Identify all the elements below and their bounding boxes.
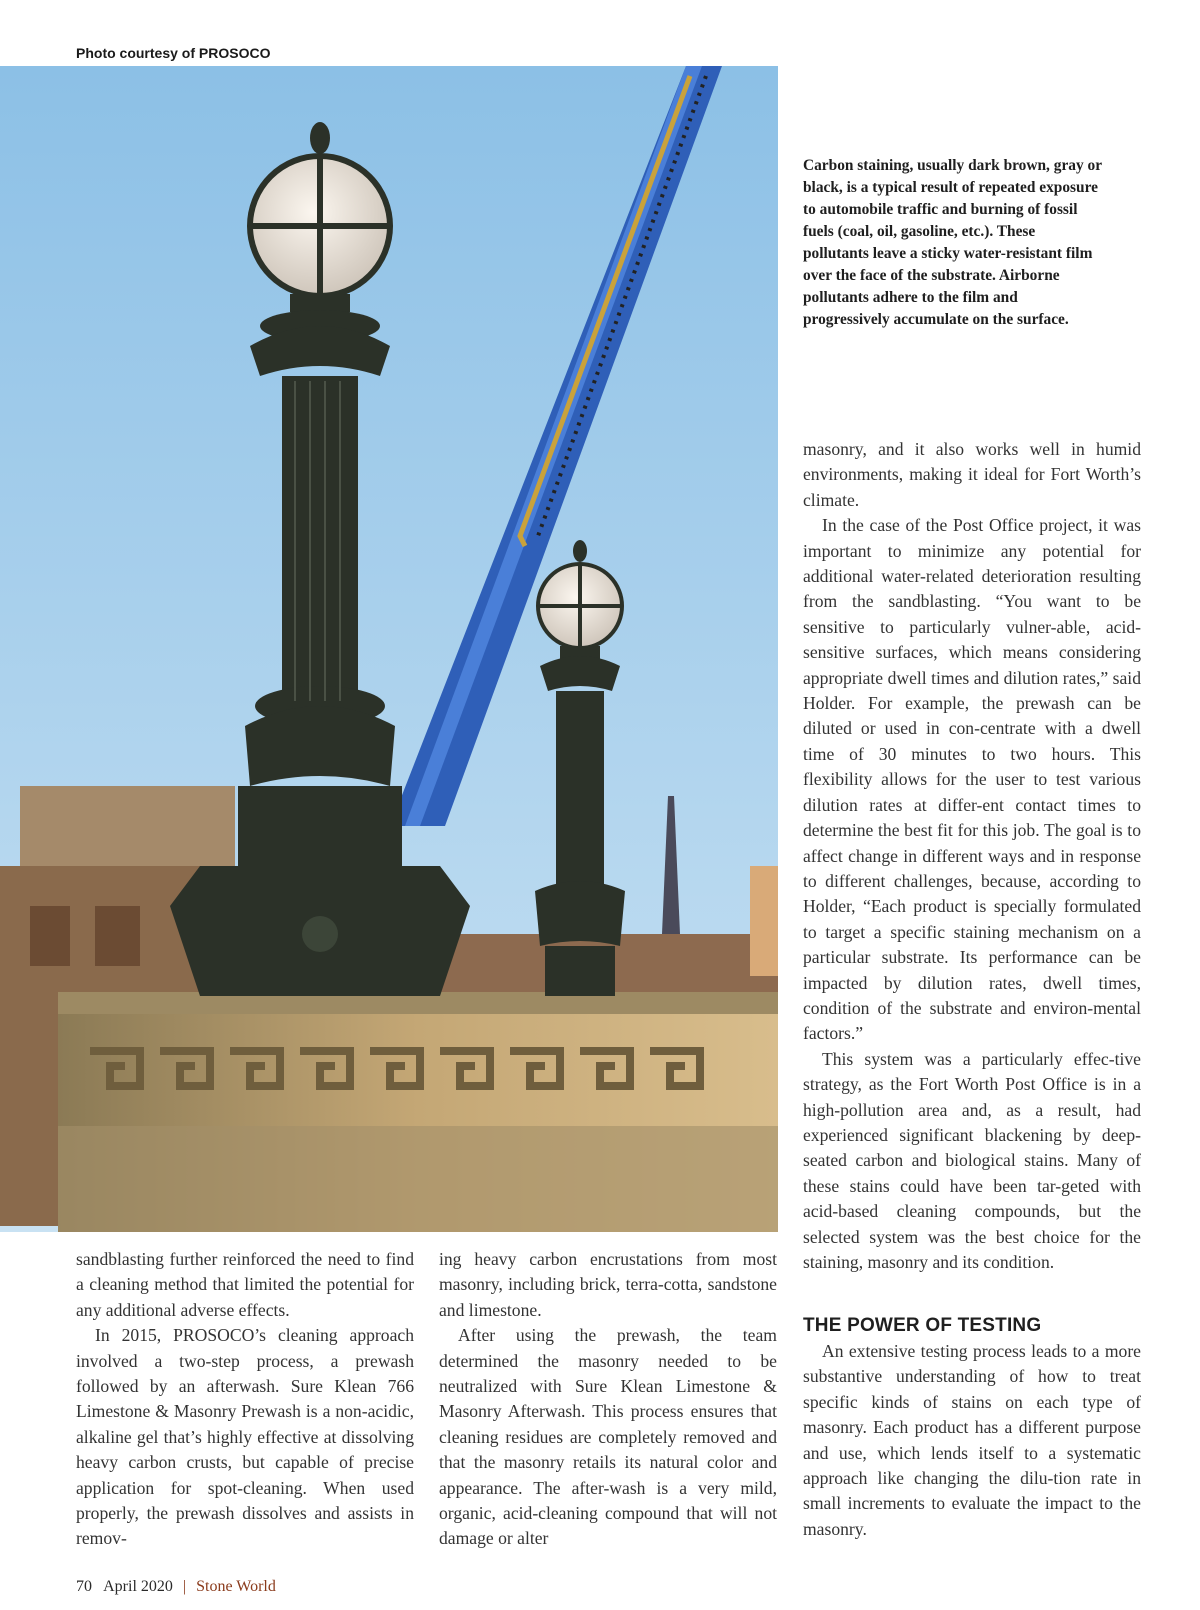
section-heading: THE POWER OF TESTING <box>803 1315 1042 1336</box>
page-footer <box>76 1578 276 1596</box>
article-column-1 <box>76 1247 414 1552</box>
article-column-2 <box>439 1247 777 1552</box>
issue-date: April 2020 <box>103 1578 173 1595</box>
photo-credit: Photo courtesy of PROSOCO <box>76 45 271 61</box>
page-number: 70 <box>76 1578 92 1595</box>
article-column-3 <box>803 437 1141 1275</box>
article-column-3-continued <box>803 1339 1141 1542</box>
paragraph: After using the prewash, the team determined the masonry needed to be neutralized with Sure Klean Limestone & Masonry Afterwash. This process ensures that cleaning residues are completely removed and that the masonry retails its natural color and appearance. The after-wash is a very mild, organic, acid-cleaning compound that will not damage or alter <box>439 1325 777 1549</box>
lamp-posts-photo <box>0 66 778 1232</box>
paragraph: masonry, and it also works well in humid environments, making it ideal for Fort Worth’s climate. <box>803 439 1141 510</box>
footer-separator: | <box>182 1578 187 1595</box>
paragraph: In the case of the Post Office project, it was important to minimize any potential for additional water-related deterioration resulting from the sandblasting. “You want to be sensitive to particularly vulner-able, acid-sensitive surfaces, which means considering appropriate dwell times and dilution rates,” said Holder. For example, the prewash can be diluted or used in con-centrate with a dwell time of 30 minutes to two hours. This flexibility allows for the user to test various dilution rates at differ-ent contact times to determine the best fit for this job. The goal is to affect change in different ways and in response to different challenges, because, according to Holder, “Each product is specially formulated to target a specific staining mechanism on a particular substrate. Its performance can be impacted by dilution rates, dwell times, condition of the substrate and environ-mental factors.” <box>803 515 1141 1044</box>
paragraph: In 2015, PROSOCO’s cleaning approach involved a two-step process, a prewash followed by an afterwash. Sure Klean 766 Limestone & Masonry Prewash is a non-acidic, alkaline gel that’s highly effective at dissolving heavy carbon crusts, but capable of precise application for spot-cleaning. When used properly, the prewash dissolves and assists in remov- <box>76 1325 414 1549</box>
photo-caption: Carbon staining, usually dark brown, gray or black, is a typical result of repeated exposure to automobile traffic and burning of fossil fuels (coal, oil, gasoline, etc.). These pollutants leave a sticky water-resistant film over the face of the substrate. Airborne pollutants adhere to the film and progressively accumulate on the surface. <box>803 157 1102 328</box>
publication-name: Stone World <box>196 1578 276 1595</box>
paragraph: This system was a particularly effec-tive strategy, as the Fort Worth Post Office is in a high-pollution area and, as a result, had experienced significant blackening by deep-seated carbon and biological stains. Many of these stains could have been tar-geted with acid-based cleaning compounds, but the selected system was the best choice for the staining, masonry and its condition. <box>803 1048 1141 1272</box>
paragraph: An extensive testing process leads to a more substantive understanding of how to treat specific kinds of stains on each type of masonry. Each product has a different purpose and use, which lends itself to a systematic approach like changing the dilu-tion rate in small increments to evaluate the impact to the masonry. <box>803 1341 1141 1539</box>
paragraph: sandblasting further reinforced the need to find a cleaning method that limited the potential for any additional adverse effects. <box>76 1249 414 1320</box>
paragraph: ing heavy carbon encrustations from most masonry, including brick, terra-cotta, sandstone and limestone. <box>439 1249 777 1320</box>
